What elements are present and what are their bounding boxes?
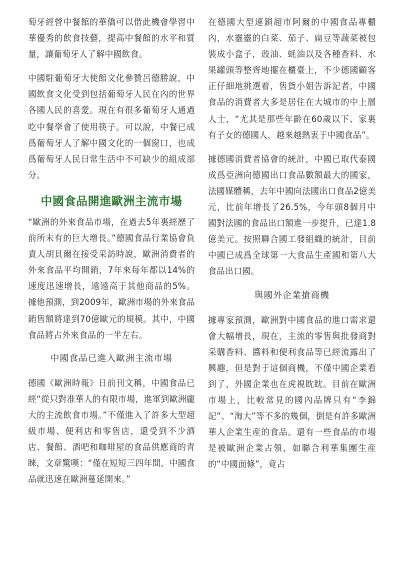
paragraph-expert-forecast: 據專家預測，歐洲對中國食品的進口需求還會大幅增長，現在，主流的零售與批發商對采購香料、醬料和便利食品等已經流露出了興趣，但是對于這個商機，不僅中國企業看到了，外國企業也在虎視眈眈。目前在歐洲市場上，比較常見的國內品牌只有“李錦記”、“淘大”等不多的幾個，倒是有許多歐洲華人企業生産的食品。還有一些食品的市場是被歐洲企業占領，如聯合利華集團生産的“中國面條”，竟占	[208, 314, 376, 470]
paragraph-supermarket-counter: 在德國大型連鎖超市阿爾的中國食品專櫃內，水靈靈的白菜、茄子、扁豆等蔬菜被包裝成小盒子，豉油、蚝油以及各種香料、水果罐頭等整齊地擺在櫃臺上，不少德國顧客正仔細地挑選着，售貨小姐告訴記者，中國食品的消費者大多是居住在大城市的中上層人士，“尤其是那些年齡在60歲以下、家裏有子女的德國人，越來越熱衷于中國食品”。	[208, 17, 376, 140]
paragraph-intro-continued: 萄牙經營中餐館的華僑可以借此機會學習中華優秀的飲食技藝，提高中餐館的水平和質量，讓葡萄牙人了解中國飲食。	[28, 17, 195, 60]
subheading-mainstream-market: 中國食品已進入歐洲主流市場	[50, 353, 173, 364]
paragraph-export-statistics: 據德國消費者協會的統計，中國已取代泰國成爲亞洲向德國出口食品數額最大的國家，法國媒體稱，去年中國向法國出口食品2億美元，比前年增長了26.5%，今年頭8個月中國對法國的食品出口額進一步提升，已達1.8億美元。按照聯合國工發組織的統計，目前中國已成爲全球第一大食品生產國和第八大食品出口國。	[208, 153, 376, 277]
right-column	[208, 14, 376, 480]
paragraph-market-growth: “歐洲的外來食品市場，在過去5年裏經歷了前所未有的巨大增長。”德國食品行業協會負責人胡貝爾在接受采訪時說，歐洲消費者的外來食品平均開銷，7年來每年都以14%的速度迅速增長，遠遠高于其他商品的5%。據他預測，到2009年，歐洲市場的外來食品銷售額將達到70億歐元的規模。其中，中國食品將占外來食品的一半左右。	[28, 216, 195, 340]
subheading-foreign-competition: 與國外企業搶商機	[254, 290, 330, 301]
section-title: 中國食品開進歐洲主流市場	[40, 193, 183, 208]
paragraph-european-times: 德國《歐洲時報》日前刊文稱，中國食品已經“從只對准華人的有限市場，進軍到歐洲龐大的主流飲食市場。”不僅進入了許多大型超級市場、便利店和零售店，還受到不少酒店、餐館、酒吧和咖啡屋的食品供應商的青睞，文章驚嘆：“僅在短短三四年間，中國食品就迅速在歐洲蔓延開來。”	[28, 377, 195, 485]
paragraph-ambassador-quote: 中國駐葡萄牙大使館文化參贊呂德勝說，中國飲食文化受到包括葡萄牙人民在內的世界各國人民的喜愛。現在有很多葡萄牙人通過吃中餐學會了使用筷子。可以說，中餐已成爲葡萄牙人了解中國文化的一個窗口，也成爲葡萄牙人民日常生活中不可缺少的組成部分。	[28, 73, 195, 180]
left-column	[28, 14, 195, 495]
